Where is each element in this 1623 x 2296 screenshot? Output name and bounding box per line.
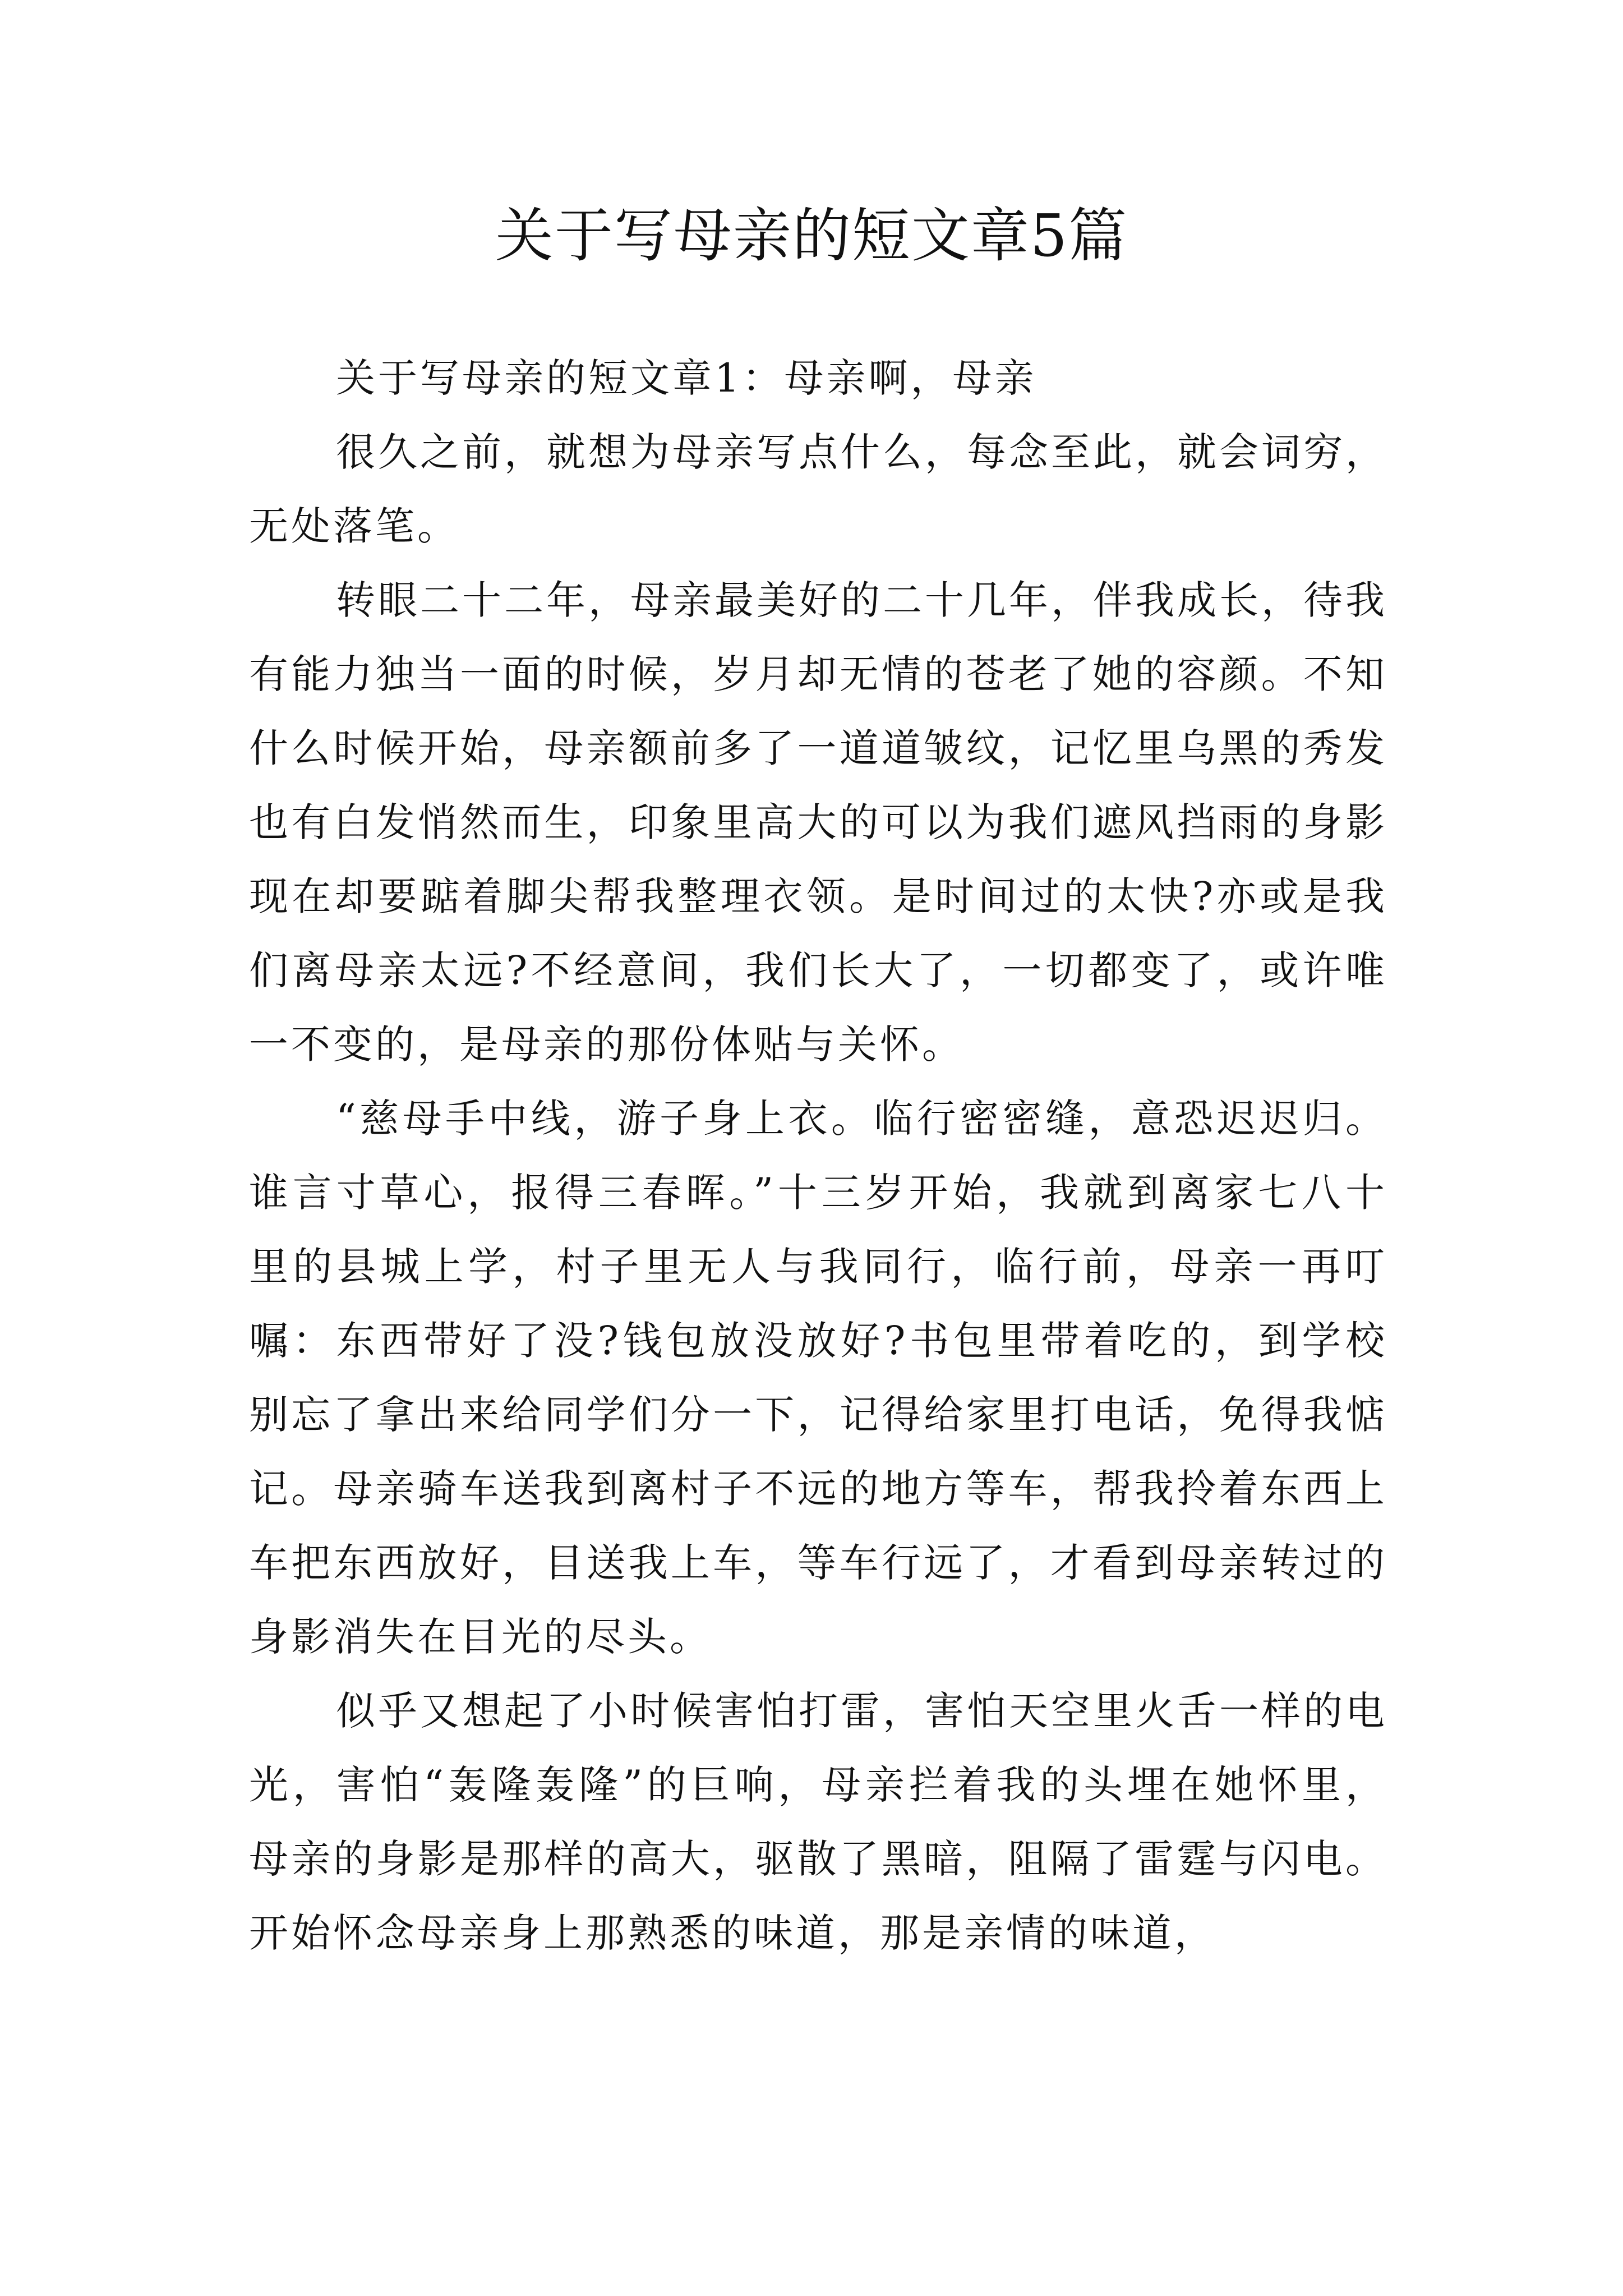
paragraph: 似乎又想起了小时候害怕打雷，害怕天空里火舌一样的电光，害怕“轰隆轰隆”的巨响，母亲拦着我的头埋在她怀里，母亲的身影是那样的高大，驱散了黑暗，阻隔了雷霆与闪电。开始怀念母亲身上那熟悉的味道，那是亲情的味道，: [249, 1688, 1387, 1956]
section-heading: 关于写母亲的短文章1：母亲啊，母亲: [336, 355, 1037, 401]
document-body: [249, 341, 1387, 1970]
paragraph: “慈母手中线，游子身上衣。临行密密缝，意恐迟迟归。谁言寸草心，报得三春晖。”十三岁开始，我就到离家七八十里的县城上学，村子里无人与我同行，临行前，母亲一再叮嘱：东西带好了没?钱包放没放好?书包里带着吃的，到学校别忘了拿出来给同学们分一下，记得给家里打电话，免得我惦记。母亲骑车送我到离村子不远的地方等车，帮我拎着东西上车把东西放好，目送我上车，等车行远了，才看到母亲转过的身影消失在目光的尽头。: [249, 1096, 1387, 1660]
paragraph: 很久之前，就想为母亲写点什么，每念至此，就会词穷，无处落笔。: [249, 429, 1387, 549]
document-title: 关于写母亲的短文章5篇: [495, 201, 1128, 270]
paragraph: 转眼二十二年，母亲最美好的二十几年，伴我成长，待我有能力独当一面的时候，岁月却无情的苍老了她的容颜。不知什么时候开始，母亲额前多了一道道皱纹，记忆里乌黑的秀发也有白发悄然而生，印象里高大的可以为我们遮风挡雨的身影现在却要踮着脚尖帮我整理衣领。是时间过的太快?亦或是我们离母亲太远?不经意间，我们长大了，一切都变了，或许唯一不变的，是母亲的那份体贴与关怀。: [249, 577, 1387, 1068]
